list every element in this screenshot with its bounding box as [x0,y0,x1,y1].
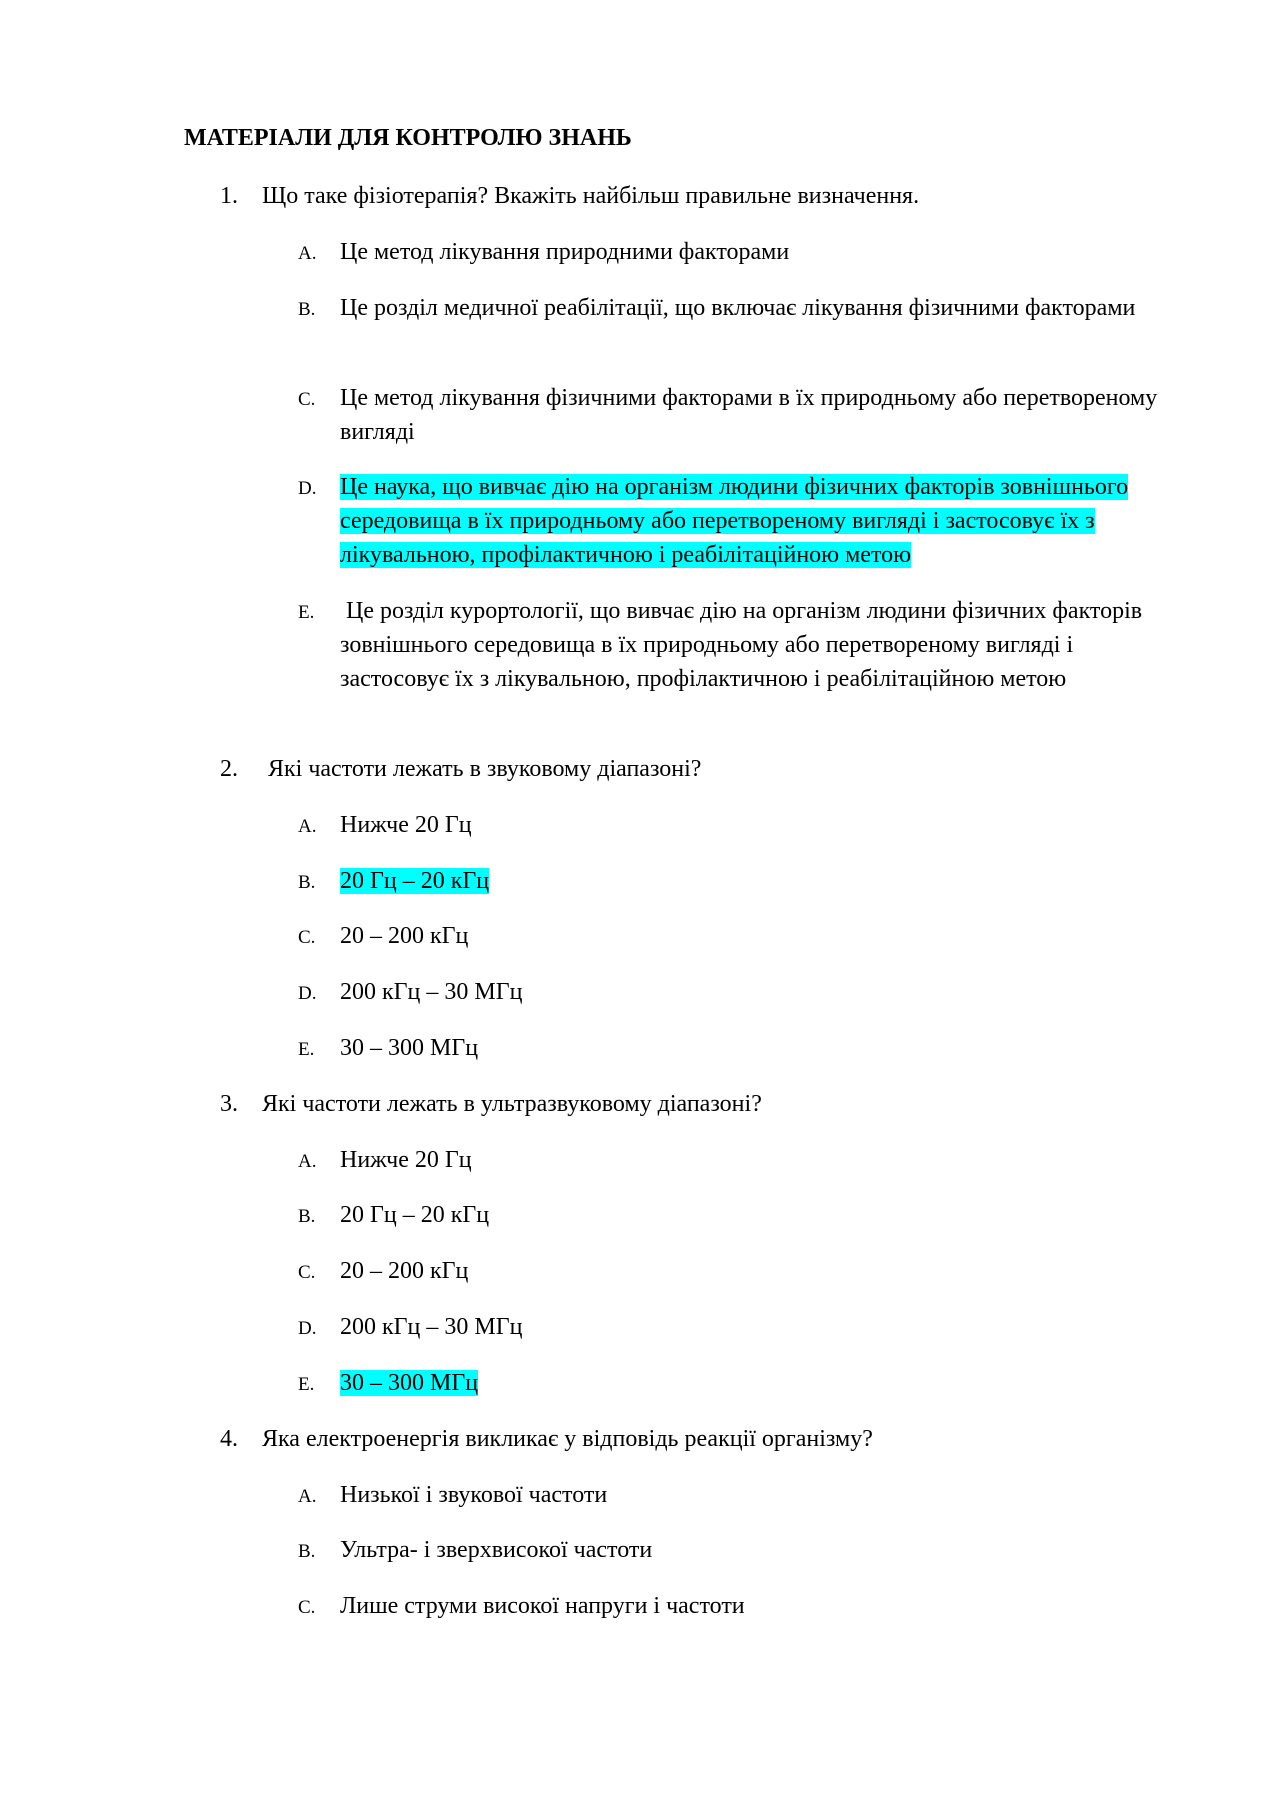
option-letter: E. [298,1039,315,1060]
option-text: 20 – 200 кГц [340,923,469,949]
option-text: Це метод лікування природними факторами [340,239,790,265]
option-letter: D. [298,983,317,1004]
question-text: Які частоти лежать в ультразвуковому діапазоні? [262,1091,762,1117]
question-text: Які частоти лежать в звуковому діапазоні? [262,756,702,782]
option-text: Ультра- і зверхвисокої частоти [340,1537,653,1563]
option-letter: D. [298,478,317,499]
option-letter: C. [298,1262,316,1283]
option-text: 30 – 300 МГц [340,1035,479,1061]
option-text [340,864,1160,898]
document-title: МАТЕРІАЛИ ДЛЯ КОНТРОЛЮ ЗНАНЬ [184,125,632,151]
option-letter: B. [298,299,316,320]
option-text: 20 – 200 кГц [340,1258,469,1284]
option-text: 200 кГц – 30 МГц [340,979,523,1005]
option-letter: E. [298,1374,315,1395]
option-text: Нижче 20 Гц [340,812,472,838]
question-text: Що таке фізіотерапія? Вкажіть найбільш правильне визначення. [262,183,920,209]
option-letter: A. [298,1151,317,1172]
question-number: 4. [220,1426,238,1452]
question-number: 3. [220,1091,238,1117]
option-text [340,1366,1160,1400]
option-letter: B. [298,1541,316,1562]
option-letter: C. [298,1597,316,1618]
option-text: Це метод лікування фізичними факторами в їх природньому або перетвореному вигляді [340,385,1158,445]
answer-highlight: Це наука, що вивчає дію на організм людини фізичних факторів зовнішнього середовища в їх природньому або перетвореному вигляді і застосовує їх з лікувальною, профілактичною і реабілітаційною метою [340,474,1129,568]
option-letter: B. [298,872,316,893]
option-text: Це розділ медичної реабілітації, що включає лікування фізичними факторами [340,295,1136,321]
question-number: 1. [220,183,238,209]
option-letter: B. [298,1206,316,1227]
option-text: Це розділ курортології, що вивчає дію на організм людини фізичних факторів зовнішнього середовища в їх природньому або перетвореному вигляді і застосовує їх з лікувальною, профілактичною і реабілітаційною метою [340,598,1149,692]
option-letter: A. [298,1486,317,1507]
option-text: Лише струми високої напруги і частоти [340,1593,745,1619]
question-text: Яка електроенергія викликає у відповідь реакції організму? [262,1426,873,1452]
option-text: Низької і звукової частоти [340,1482,608,1508]
option-letter: A. [298,243,317,264]
option-text: 200 кГц – 30 МГц [340,1314,523,1340]
option-text: Нижче 20 Гц [340,1147,472,1173]
question-number: 2. [220,756,238,782]
option-letter: E. [298,602,315,623]
option-text [340,470,1180,572]
option-letter: D. [298,1318,317,1339]
option-letter: C. [298,389,316,410]
option-text: 20 Гц – 20 кГц [340,1202,490,1228]
answer-highlight: 20 Гц – 20 кГц [340,868,490,894]
answer-highlight: 30 – 300 МГц [340,1370,479,1396]
option-letter: C. [298,927,316,948]
option-letter: A. [298,816,317,837]
